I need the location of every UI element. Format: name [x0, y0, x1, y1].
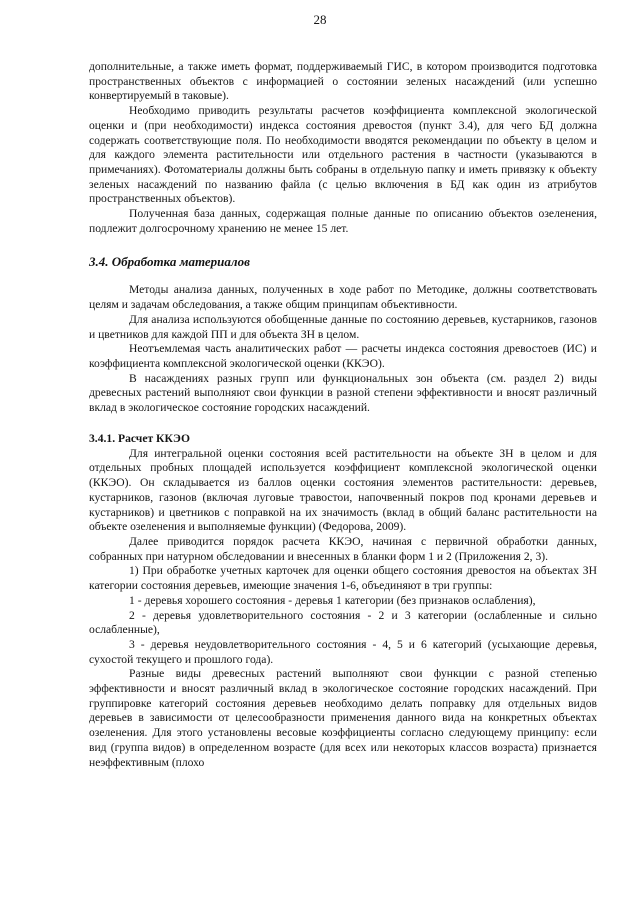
paragraph: 1) При обработке учетных карточек для оценки общего состояния древостоя на объектах ЗН категории состояния деревьев, имеющие значения 1-6, объединяют в три группы: [89, 564, 597, 593]
paragraph: Разные виды древесных растений выполняют свои функции с разной степенью эффективности и вносят различный вклад в экологическое состояние городских насаждений. При группировке категорий состояния деревьев необходимо делать поправку для отдельных видов деревьев в зависимости от целесообразности применения данного вида на конкретных объектах озеленения. Для этого установлены весовые коэффициенты согласно следующему принципу: если вид (группа видов) в определенном возрасте (для всех или некоторых классов возраста) признается неэффективным (плохо [89, 667, 597, 769]
paragraph: В насаждениях разных групп или функциональных зон объекта (см. раздел 2) виды древесных растений выполняют свои функции в разной степени эффективности и вносят различный вклад в экологическое состояние городских насаждений. [89, 371, 597, 415]
paragraph: Далее приводится порядок расчета ККЭО, начиная с первичной обработки данных, собранных при натурном обследовании и внесенных в бланки форм 1 и 2 (Приложения 2, 3). [89, 534, 597, 563]
list-item: 3 - деревья неудовлетворительного состояния - 4, 5 и 6 категорий (усыхающие деревья, сухостой текущего и прошлого года). [89, 637, 597, 666]
paragraph: дополнительные, а также иметь формат, поддерживаемый ГИС, в котором производится подготовка пространственных объектов с информацией о состоянии зеленых насаждений (или успешно конвертируемый в таковые). [89, 60, 597, 103]
page-number: 28 [313, 12, 327, 27]
paragraph: Для анализа используются обобщенные данные по состоянию деревьев, кустарников, газонов и цветников для каждой ПП и для объекта ЗН в целом. [89, 312, 597, 341]
paragraph: Необходимо приводить результаты расчетов коэффициента комплексной экологической оценки и (при необходимости) индекса состояния древостоя (пункт 3.4), для чего БД должна содержать соответствующие поля. По необходимости вводятся рекомендации по объекту в целом и для каждого элемента растительности или отдельного растения в частности (указываются в примечаниях). Фотоматериалы должны быть собраны в отдельную папку и иметь привязку к объекту зеленых насаждений по названию файла (с целью включения в БД как один из атрибутов пространственных объектов). [89, 104, 597, 206]
paragraph: Методы анализа данных, полученных в ходе работ по Методике, должны соответствовать целям и задачам обследования, а также общим принципам объективности. [89, 283, 597, 312]
section-heading: 3.4. Обработка материалов [89, 254, 250, 270]
list-item: 2 - деревья удовлетворительного состояния - 2 и 3 категории (ослабленные и сильно ослабленные), [89, 608, 597, 637]
page-body [89, 60, 597, 770]
list-item: 1 - деревья хорошего состояния - деревья 1 категории (без признаков ослабления), [129, 593, 536, 607]
subsection-heading: 3.4.1. Расчет ККЭО [89, 431, 191, 445]
paragraph: Полученная база данных, содержащая полные данные по описанию объектов озеленения, подлежит долгосрочному хранению не менее 15 лет. [89, 207, 597, 235]
paragraph: Неотъемлемая часть аналитических работ — расчеты индекса состояния древостоев (ИС) и коэффициента комплексной экологической оценки (ККЭО). [89, 342, 597, 370]
paragraph: Для интегральной оценки состояния всей растительности на объекте ЗН в целом и для отдельных пробных площадей используется коэффициент комплексной экологической оценки (ККЭО). Он складывается из баллов оценки состояния элементов растительности: деревьев, кустарников, газонов (включая луговые травостои, напочвенный покров под кронами деревьев и кустарников) и цветников с поправкой на их значимость (вклад в общий баланс растительности на объекте озеленения и выполняемые функции) (Федорова, 2009). [89, 446, 597, 534]
